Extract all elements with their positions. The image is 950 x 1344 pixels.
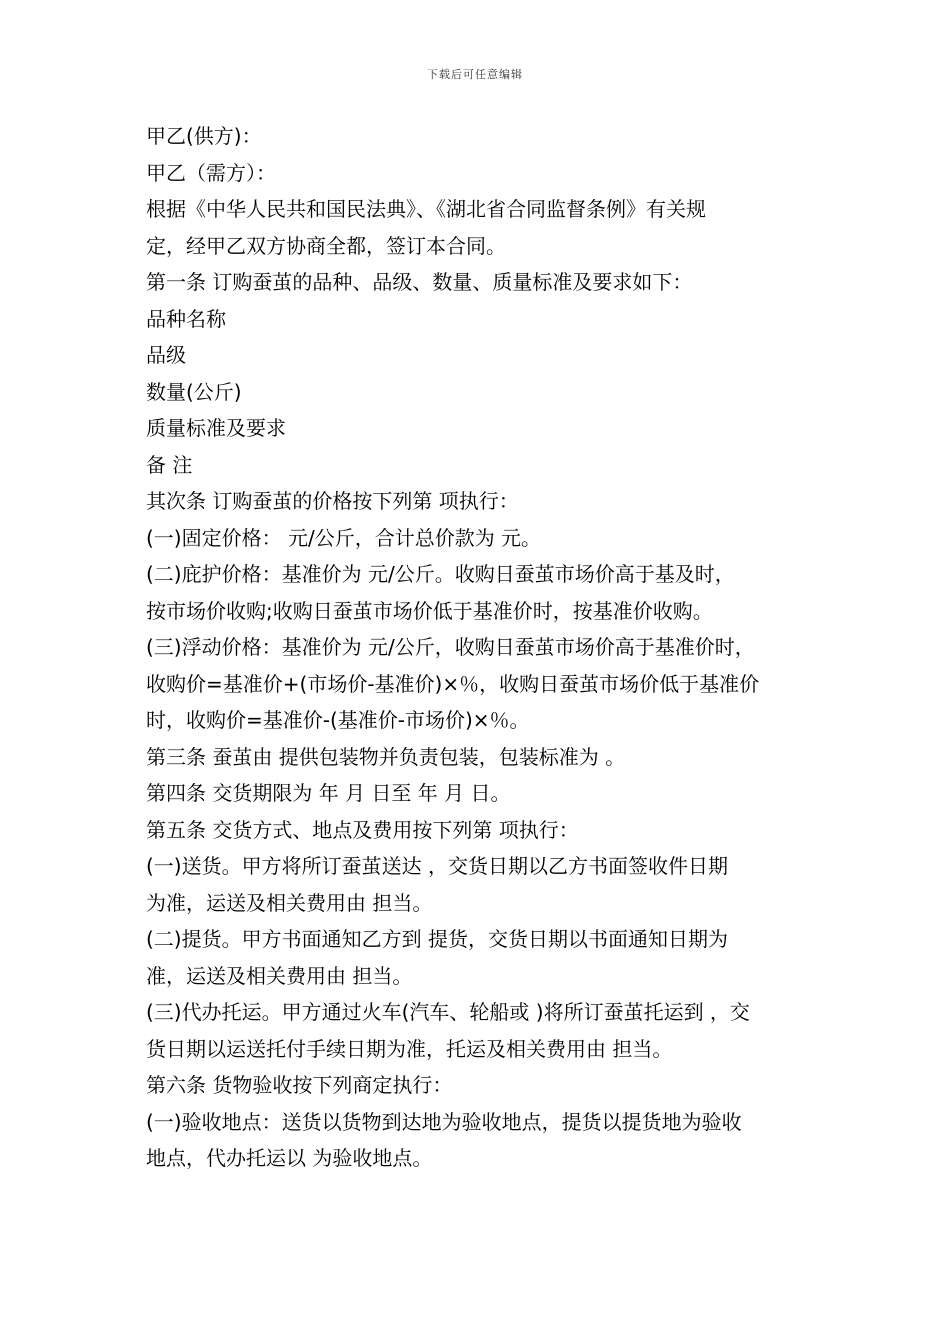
text-line: 甲乙(供方)： <box>146 124 262 148</box>
text-line: 甲乙（需方）： <box>146 160 276 185</box>
text-line: 为准，运送及相关费用由 担当。 <box>146 890 433 915</box>
text-line: 根据《中华人民共和国民法典》、《湖北省合同监督条例》有关规 <box>146 197 706 221</box>
text-line: 地点，代办托运以 为验收地点。 <box>146 1146 433 1170</box>
text-line: 第一条 订购蚕茧的品种、品级、数量、质量标准及要求如下： <box>146 270 693 294</box>
text-line: (三)浮动价格：基准价为 元/公斤，收购日蚕茧市场价高于基准价时， <box>146 635 755 659</box>
text-line: (二)提货。甲方书面通知乙方到 提货，交货日期以书面通知日期为 <box>146 927 728 951</box>
text-line: 备 注 <box>146 452 193 477</box>
text-line: 其次条 订购蚕茧的价格按下列第 项执行： <box>146 489 519 513</box>
text-line: 第三条 蚕茧由 提供包装物并负责包装，包装标准为 。 <box>146 744 626 769</box>
text-line: 第四条 交货期限为 年 月 日至 年 月 日。 <box>146 781 511 805</box>
text-line: 准，运送及相关费用由 担当。 <box>146 963 413 988</box>
text-line: (一)固定价格： 元/公斤，合计总价款为 元。 <box>146 525 542 550</box>
text-line: 定，经甲乙双方协商全都，签订本合同。 <box>146 233 506 258</box>
text-line: 质量标准及要求 <box>146 416 286 440</box>
page-header: 下载后可任意编辑 <box>427 68 523 81</box>
text-line: (三)代办托运。甲方通过火车(汽车、轮船或 )将所订蚕茧托运到 ，交 <box>146 1000 750 1024</box>
text-line: (二)庇护价格：基准价为 元/公斤。收购日蚕茧市场价高于基及时， <box>146 562 735 586</box>
text-line: 数量(公斤) <box>146 379 242 404</box>
text-line: (一)验收地点：送货以货物到达地为验收地点，提货以提货地为验收 <box>146 1109 742 1134</box>
text-line: 品种名称 <box>146 306 226 331</box>
text-line: (一)送货。甲方将所订蚕茧送达 ，交货日期以乙方书面签收件日期 <box>146 854 728 878</box>
text-line: 第五条 交货方式、地点及费用按下列第 项执行： <box>146 817 579 842</box>
text-line: 品级 <box>146 343 186 367</box>
contract-body <box>146 118 826 1177</box>
text-line: 货日期以运送托付手续日期为准，托运及相关费用由 担当。 <box>146 1036 673 1061</box>
text-line: 时，收购价=基准价-(基准价-市场价)×％。 <box>146 708 530 732</box>
text-line: 收购价=基准价+(市场价-基准价)×％，收购日蚕茧市场价低于基准价 <box>146 671 760 696</box>
text-line: 第六条 货物验收按下列商定执行： <box>146 1073 453 1097</box>
text-line: 按市场价收购;收购日蚕茧市场价低于基准价时，按基准价收购。 <box>146 598 713 623</box>
